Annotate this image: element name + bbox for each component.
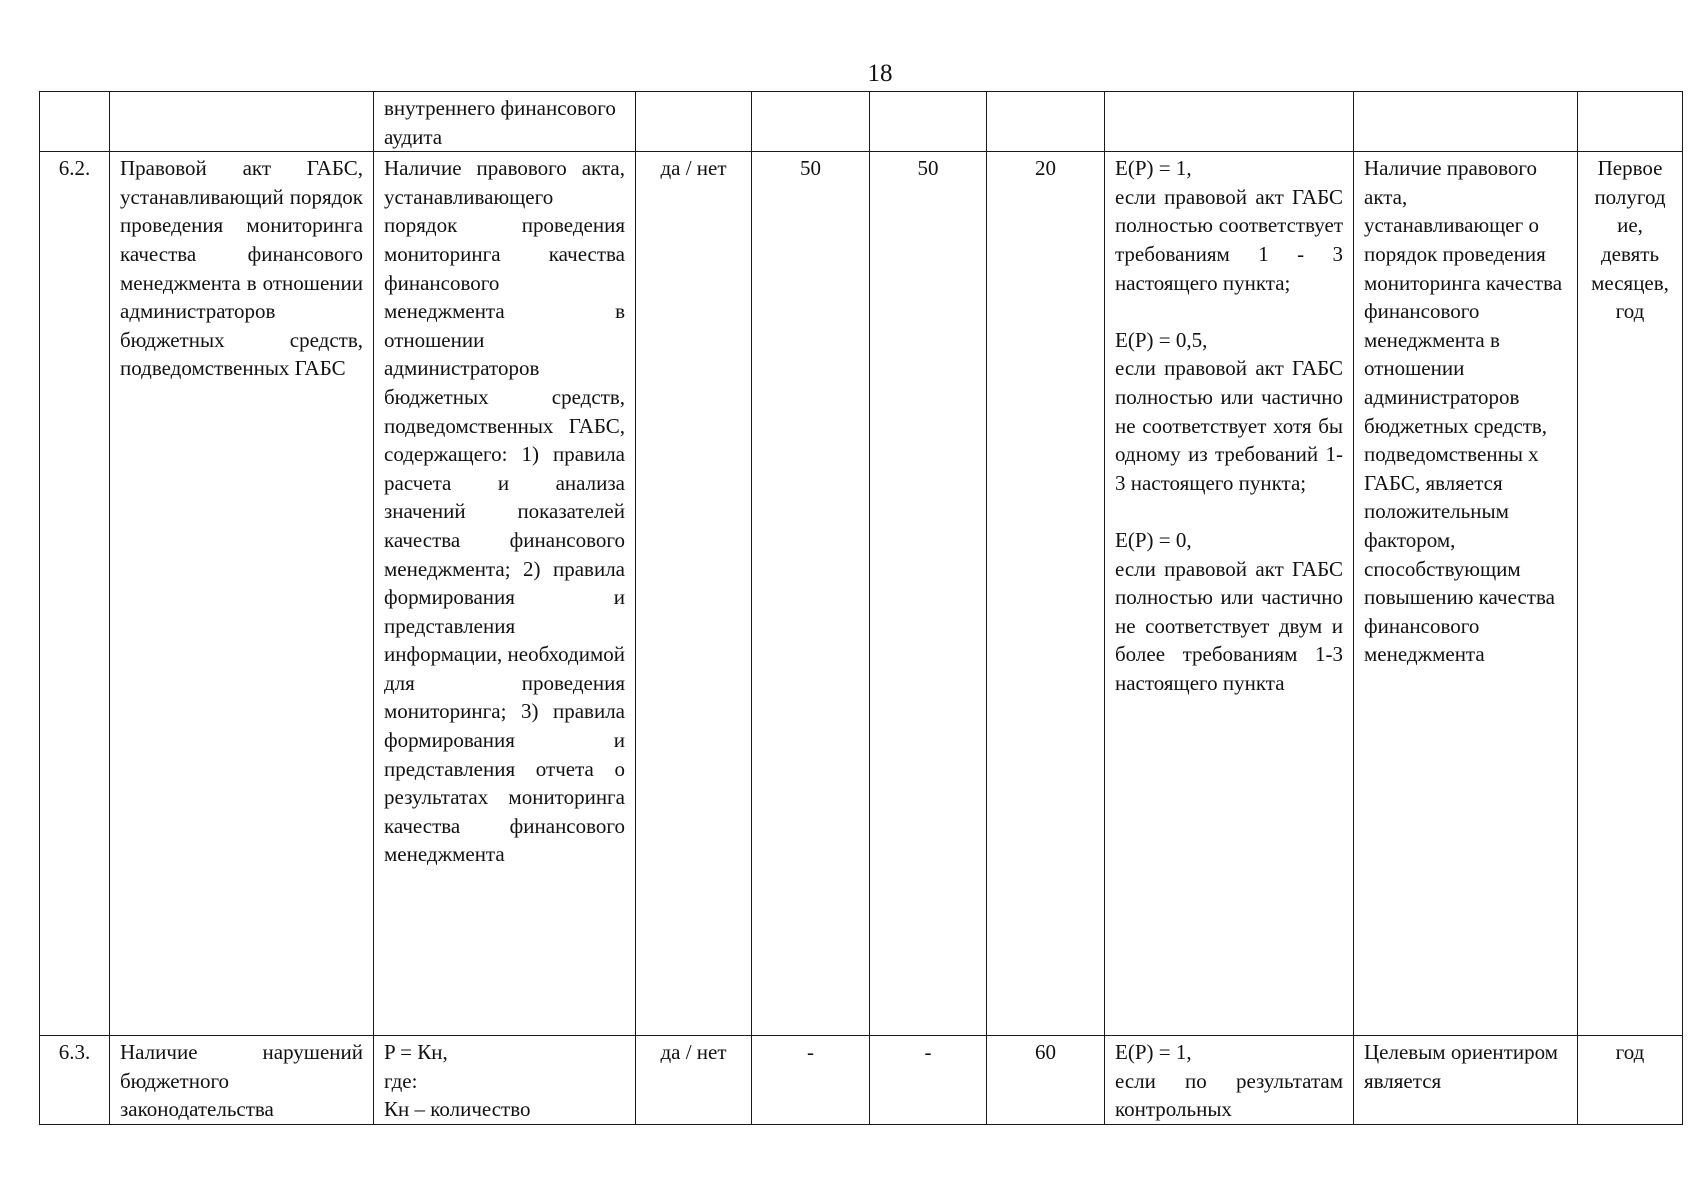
cell-val1: 50	[752, 152, 870, 1036]
eval-formula-3: E(P) = 0,	[1115, 527, 1192, 552]
cell-period: Первое полугод ие, девять месяцев, год	[1578, 152, 1683, 1036]
cell-evaluation	[1105, 1036, 1354, 1125]
table-row-6-3	[40, 1036, 1683, 1125]
page-number: 18	[867, 60, 893, 87]
cell-weight: 60	[987, 1036, 1105, 1125]
method-where: где:	[384, 1068, 418, 1093]
eval-formula-2: E(P) = 0,5,	[1115, 327, 1208, 352]
eval-formula-1: E(P) = 1,	[1115, 1040, 1192, 1065]
cell-weight	[987, 92, 1105, 152]
eval-condition-1: если по результатам контрольных	[1115, 1068, 1343, 1122]
cell-name	[110, 92, 374, 152]
cell-unit: да / нет	[636, 1036, 752, 1125]
cell-val2	[870, 92, 987, 152]
method-definition: Кн – количество	[384, 1097, 531, 1122]
cell-weight: 20	[987, 152, 1105, 1036]
cell-evaluation	[1105, 152, 1354, 1036]
cell-comment	[1354, 92, 1578, 152]
cell-unit	[636, 92, 752, 152]
cell-unit: да / нет	[636, 152, 752, 1036]
cell-val2: 50	[870, 152, 987, 1036]
cell-name: Правовой акт ГАБС, устанавливающий порядок проведения мониторинга качества финансового менеджмента в отношении администраторов бюджетных средств, подведомственных ГАБС	[110, 152, 374, 1036]
eval-condition-3: если правовой акт ГАБС полностью или частично не соответствует двум и более требованиям 1-3 настоящего пункта	[1115, 556, 1343, 695]
eval-formula-1: E(P) = 1,	[1115, 156, 1192, 181]
cell-comment: Наличие правового акта, устанавливающег о порядок проведения мониторинга качества финансового менеджмента в отношении администраторов бюджетных средств, подведомственны х ГАБС, является положительным фактором, способствующим повышению качества финансового менеджмента	[1354, 152, 1578, 1036]
table-row-6-2	[40, 152, 1683, 1036]
method-formula: P = Кн,	[384, 1040, 448, 1065]
cell-period: год	[1578, 1036, 1683, 1125]
cell-num: 6.2.	[40, 152, 110, 1036]
cell-num	[40, 92, 110, 152]
eval-condition-1: если правовой акт ГАБС полностью соответствует требованиям 1 - 3 настоящего пункта;	[1115, 184, 1343, 295]
cell-period	[1578, 92, 1683, 152]
cell-method: Наличие правового акта, устанавливающего порядок проведения мониторинга качества финансового менеджмента в отношении администраторов бюджетных средств, подведомственных ГАБС, содержащего: 1) правила расчета и анализа значений показателей качества финансового менеджмента; 2) правила формирования и представления информации, необходимой для проведения мониторинга; 3) правила формирования и представления отчета о результатах мониторинга качества финансового менеджмента	[374, 152, 636, 1036]
cell-name: Наличие нарушений бюджетного законодательства	[110, 1036, 374, 1125]
cell-num: 6.3.	[40, 1036, 110, 1125]
cell-evaluation	[1105, 92, 1354, 152]
table-row-continued	[40, 92, 1683, 152]
cell-method: внутреннего финансового аудита	[374, 92, 636, 152]
cell-val1	[752, 92, 870, 152]
cell-val2: -	[870, 1036, 987, 1125]
cell-method	[374, 1036, 636, 1125]
cell-comment: Целевым ориентиром является	[1354, 1036, 1578, 1125]
indicators-table	[39, 91, 1683, 1125]
eval-condition-2: если правовой акт ГАБС полностью или частично не соответствует хотя бы одному из требований 1-3 настоящего пункта;	[1115, 356, 1343, 495]
cell-val1: -	[752, 1036, 870, 1125]
